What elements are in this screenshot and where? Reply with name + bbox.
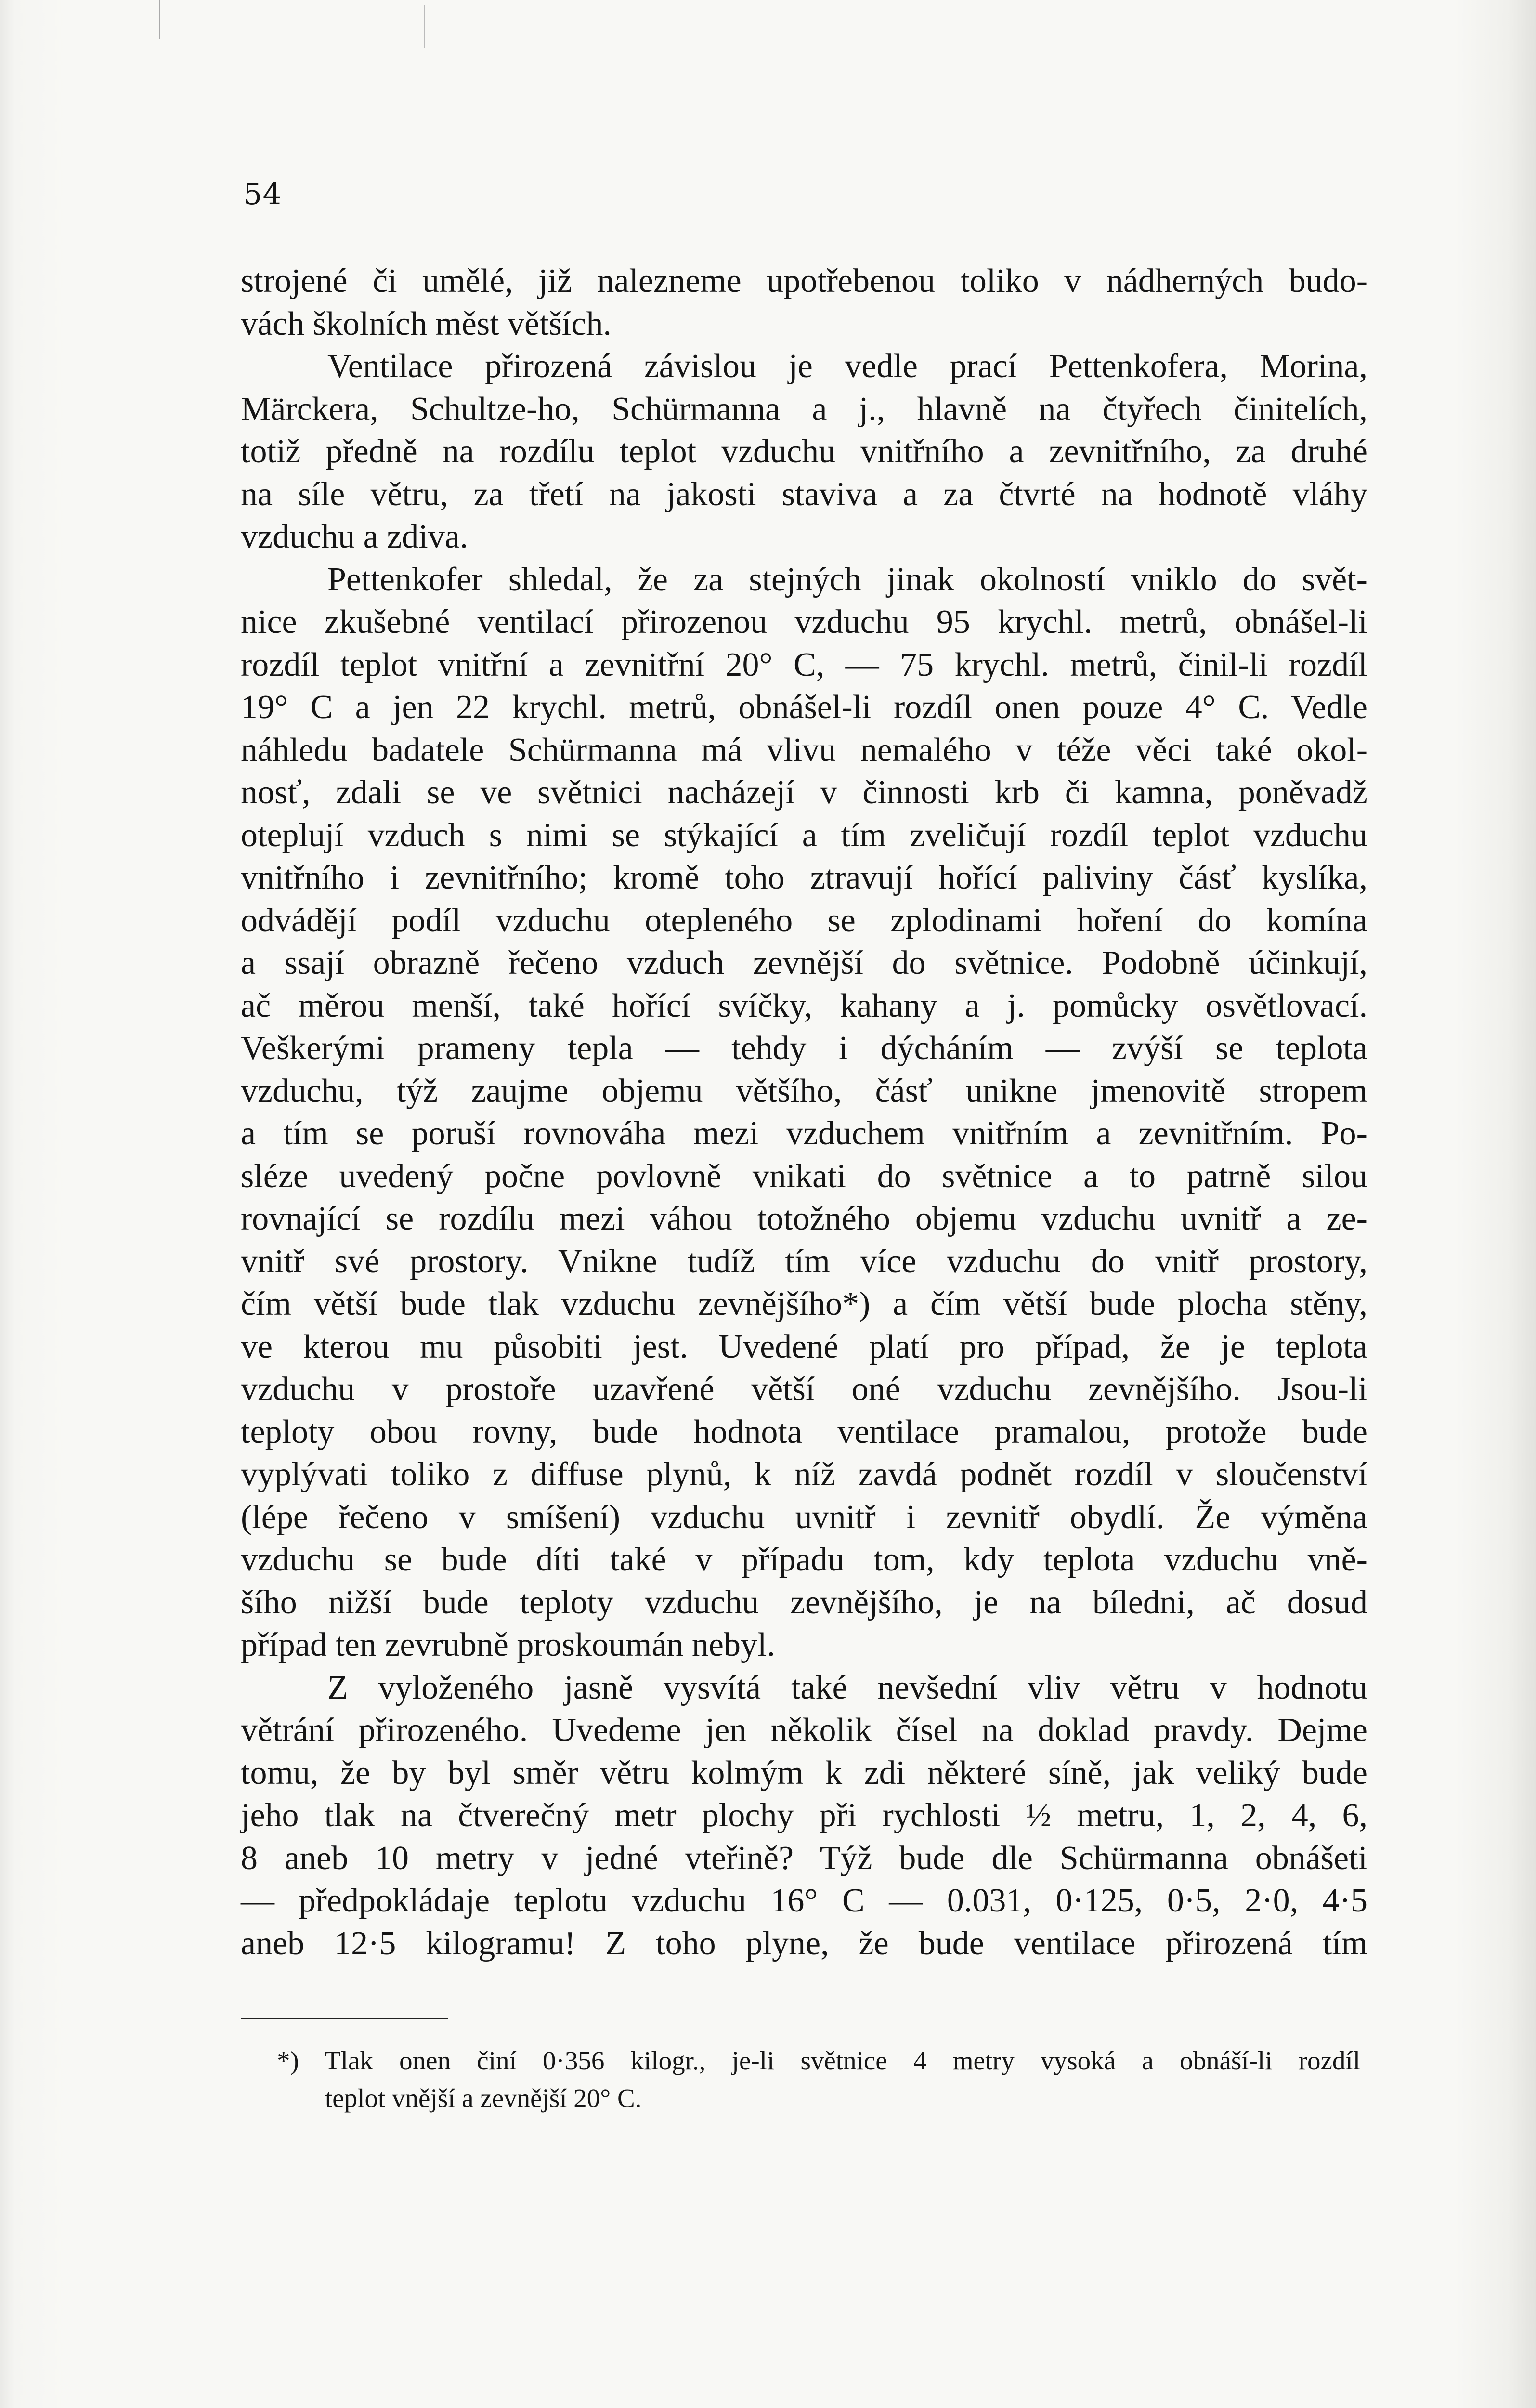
footnote-line: teplot vnější a zevnější 20° C. xyxy=(325,2083,642,2113)
text-line: vnitř své prostory. Vnikne tudíž tím více vzduchu do vnitř prostory, xyxy=(241,1243,1367,1280)
footnote-line: *) Tlak onen činí 0·356 kilogr., je-li světnice 4 metry vysoká a obnáší-li rozdíl xyxy=(277,2046,1360,2075)
text-line: ač měrou menší, také hořící svíčky, kahany a j. pomůcky osvětlovací. xyxy=(241,987,1367,1024)
text-line: tomu, že by byl směr větru kolmým k zdi některé síně, jak veliký bude xyxy=(241,1754,1367,1792)
scan-edge-mark xyxy=(424,5,425,48)
text-line: oteplují vzduch s nimi se stýkající a tím zveličují rozdíl teplot vzduchu xyxy=(241,816,1367,854)
text-line: nice zkušebné ventilací přirozenou vzduchu 95 krychl. metrů, obnášel-li xyxy=(241,603,1367,641)
text-line: vzduchu, týž zaujme objemu většího, čásť unikne jmenovitě stropem xyxy=(241,1072,1367,1110)
text-line: aneb 12·5 kilogramu! Z toho plyne, že bude ventilace přirozená tím xyxy=(241,1924,1367,1962)
text-line: vzduchu a zdiva. xyxy=(241,518,469,555)
text-line: větrání přirozeného. Uvedeme jen několik čísel na doklad pravdy. Dejme xyxy=(241,1712,1367,1749)
text-line: 19° C a jen 22 krychl. metrů, obnášel-li rozdíl onen pouze 4° C. Vedle xyxy=(241,689,1367,726)
text-line: čím větší bude tlak vzduchu zevnějšího*) a čím větší bude plocha stěny, xyxy=(241,1285,1367,1322)
text-line: náhledu badatele Schürmanna má vlivu nemalého v téže věci také okol- xyxy=(241,731,1367,769)
text-line: nosť, zdali se ve světnici nacházejí v činnosti krb či kamna, poněvadž xyxy=(241,774,1367,811)
text-line: (lépe řečeno v smíšení) vzduchu uvnitř i zevnitř obydlí. Že výměna xyxy=(241,1498,1367,1536)
text-line: vyplývati toliko z diffuse plynů, k níž zavdá podnět rozdíl v sloučenství xyxy=(241,1456,1367,1493)
footnote-divider xyxy=(241,2018,448,2019)
text-line: Märckera, Schultze-ho, Schürmanna a j., hlavně na čtyřech činitelích, xyxy=(241,390,1367,428)
text-line: — předpokládaje teplotu vzduchu 16° C — 0.031, 0·125, 0·5, 2·0, 4·5 xyxy=(241,1882,1367,1919)
text-line: ve kterou mu působiti jest. Uvedené platí pro případ, že je teplota xyxy=(241,1328,1367,1365)
text-line: Veškerými prameny tepla — tehdy i dýcháním — zvýší se teplota xyxy=(241,1030,1367,1067)
paragraph-2 xyxy=(241,345,1367,559)
text-line: Ventilace přirozená závislou je vedle prací Pettenkofera, Morina, xyxy=(327,348,1367,385)
text-line: na síle větru, za třetí na jakosti staviva a za čtvrté na hodnotě vláhy xyxy=(241,475,1367,513)
paragraph-3 xyxy=(241,559,1367,1667)
text-line: Pettenkofer shledal, že za stejných jinak okolností vniklo do svět- xyxy=(327,561,1367,598)
text-line: 8 aneb 10 metry v jedné vteřině? Týž bude dle Schürmanna obnášeti xyxy=(241,1839,1367,1877)
text-line: případ ten zevrubně proskoumán nebyl. xyxy=(241,1626,775,1663)
paragraph-4 xyxy=(241,1667,1367,1965)
footnote xyxy=(277,2042,1360,2117)
text-line: vzduchu v prostoře uzavřené větší oné vzduchu zevnějšího. Jsou-li xyxy=(241,1371,1367,1408)
body-text xyxy=(241,260,1367,1965)
text-line: Z vyloženého jasně vysvítá také nevšední vliv větru v hodnotu xyxy=(327,1669,1367,1706)
text-line: jeho tlak na čtverečný metr plochy při rychlosti ½ metru, 1, 2, 4, 6, xyxy=(241,1797,1367,1834)
text-line: teploty obou rovny, bude hodnota ventilace pramalou, protože bude xyxy=(241,1413,1367,1451)
text-line: sléze uvedený počne povlovně vnikati do světnice a to patrně silou xyxy=(241,1157,1367,1195)
text-line: vnitřního i zevnitřního; kromě toho ztravují hořící paliviny čásť kyslíka, xyxy=(241,859,1367,896)
text-line: šího nižší bude teploty vzduchu zevnějšího, je na bíledni, ač dosud xyxy=(241,1584,1367,1621)
text-line: strojené či umělé, již nalezneme upotřebenou toliko v nádherných budo- xyxy=(241,262,1367,300)
page-number: 54 xyxy=(243,176,282,211)
scan-edge-mark xyxy=(159,0,160,39)
text-line: vzduchu se bude díti také v případu tom, kdy teplota vzduchu vně- xyxy=(241,1541,1367,1578)
paragraph-1 xyxy=(241,260,1367,345)
text-line: rovnající se rozdílu mezi váhou totožného objemu vzduchu uvnitř a ze- xyxy=(241,1200,1367,1237)
text-line: a tím se poruší rovnováha mezi vzduchem vnitřním a zevnitřním. Po- xyxy=(241,1115,1367,1152)
text-line: odvádějí podíl vzduchu otepleného se zplodinami hoření do komína xyxy=(241,902,1367,939)
text-line: vách školních měst větších. xyxy=(241,305,612,342)
text-line: rozdíl teplot vnitřní a zevnitřní 20° C, — 75 krychl. metrů, činil-li rozdíl xyxy=(241,646,1367,683)
text-line: a ssají obrazně řečeno vzduch zevnější do světnice. Podobně účinkují, xyxy=(241,944,1367,982)
text-line: totiž předně na rozdílu teplot vzduchu vnitřního a zevnitřního, za druhé xyxy=(241,433,1367,470)
